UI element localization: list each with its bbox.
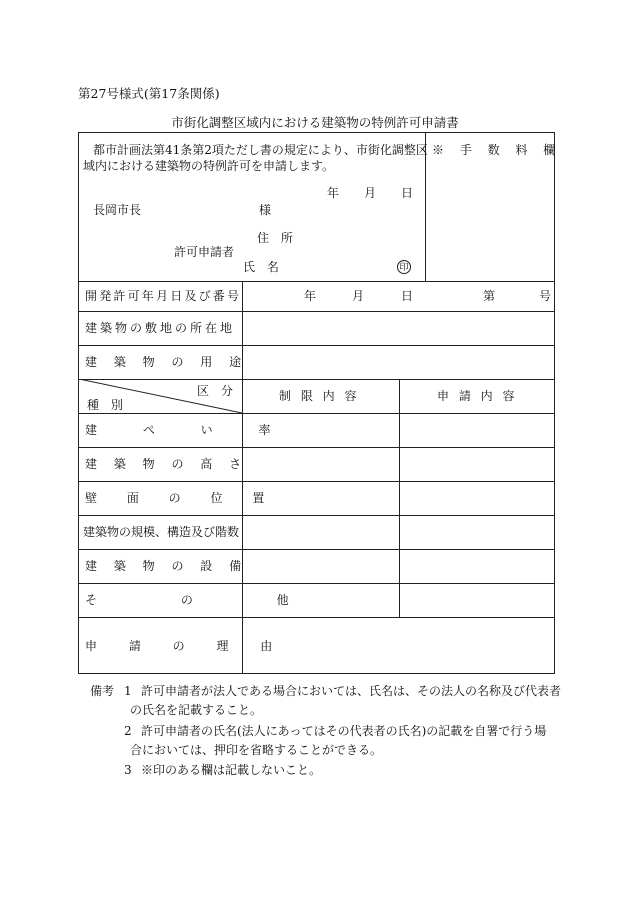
permit-date-label: 開発許可年月日及び番号 xyxy=(85,289,242,303)
note-1-number: 1 xyxy=(124,684,132,698)
line-h10 xyxy=(79,583,554,584)
note-3-line-1: ※印のある欄は記載しないこと。 xyxy=(141,763,322,777)
seal-mark: 印 xyxy=(397,260,411,274)
request-content-header: 申 請 内 容 xyxy=(437,389,518,403)
permit-number-prefix: 第 xyxy=(483,289,496,303)
line-h8 xyxy=(79,515,554,516)
line-h9 xyxy=(79,549,554,550)
fee-label: ※ 手 数 料 欄 xyxy=(432,143,562,157)
statement-line-1: 都市計画法第41条第2項ただし書の規定により、市街化調整区 xyxy=(93,143,428,157)
honorific: 様 xyxy=(259,203,272,217)
line-h7 xyxy=(79,481,554,482)
other-label: そ の 他 xyxy=(85,593,329,607)
permit-number-suffix: 号 xyxy=(539,289,552,303)
line-h11 xyxy=(79,617,554,618)
date-month: 月 xyxy=(364,186,377,200)
name-label: 氏 名 xyxy=(243,260,283,274)
reason-label: 申 請 の 理 由 xyxy=(85,639,287,653)
note-3-number: 3 xyxy=(124,763,132,777)
date-year: 年 xyxy=(327,186,340,200)
building-use-label: 建 築 物 の 用 途 xyxy=(85,355,248,369)
site-location-label: 建築物の敷地の所在地 xyxy=(85,321,236,335)
permit-month: 月 xyxy=(352,289,365,303)
line-v-label xyxy=(242,281,243,673)
form-title: 市街化調整区域内における建築物の特例許可申請書 xyxy=(171,115,459,130)
line-h2 xyxy=(79,311,554,312)
application-form-table xyxy=(78,132,562,674)
line-h6 xyxy=(79,447,554,448)
scale-structure-label: 建築物の規模、構造及び階数 xyxy=(83,525,240,539)
note-1-line-1: 許可申請者が法人である場合においては、氏名は、その法人の名称及び代表者 xyxy=(141,684,562,698)
statement-line-2: 域内における建築物の特例許可を申請します。 xyxy=(83,159,335,173)
form-number: 第27号様式(第17条関係) xyxy=(78,86,220,101)
type-label: 種 別 xyxy=(87,398,127,412)
notes-heading: 備考 xyxy=(90,684,115,698)
addressee: 長岡市長 xyxy=(93,203,142,217)
note-2-line-1: 許可申請者の氏名(法人にあってはその代表者の氏名)の記載を自署で行う場 xyxy=(141,724,547,738)
date-day: 日 xyxy=(401,186,414,200)
note-2-number: 2 xyxy=(124,724,132,738)
building-height-label: 建 築 物 の 高 さ xyxy=(85,457,248,471)
category-label: 区 分 xyxy=(197,384,237,398)
line-v-content xyxy=(399,379,400,617)
equipment-label: 建 築 物 の 設 備 xyxy=(85,559,248,573)
limit-content-header: 制 限 内 容 xyxy=(279,389,360,403)
permit-year: 年 xyxy=(304,289,317,303)
note-1-line-2: の氏名を記載すること。 xyxy=(130,703,263,717)
wall-position-label: 壁 面 の 位 置 xyxy=(85,491,278,505)
permit-day: 日 xyxy=(401,289,414,303)
coverage-ratio-label: 建 ぺ い 率 xyxy=(85,423,292,437)
address-label: 住 所 xyxy=(257,231,297,245)
line-h3 xyxy=(79,345,554,346)
line-h1 xyxy=(79,281,554,282)
note-2-line-2: 合においては、押印を省略することができる。 xyxy=(130,743,383,757)
applicant-label: 許可申請者 xyxy=(174,245,235,259)
